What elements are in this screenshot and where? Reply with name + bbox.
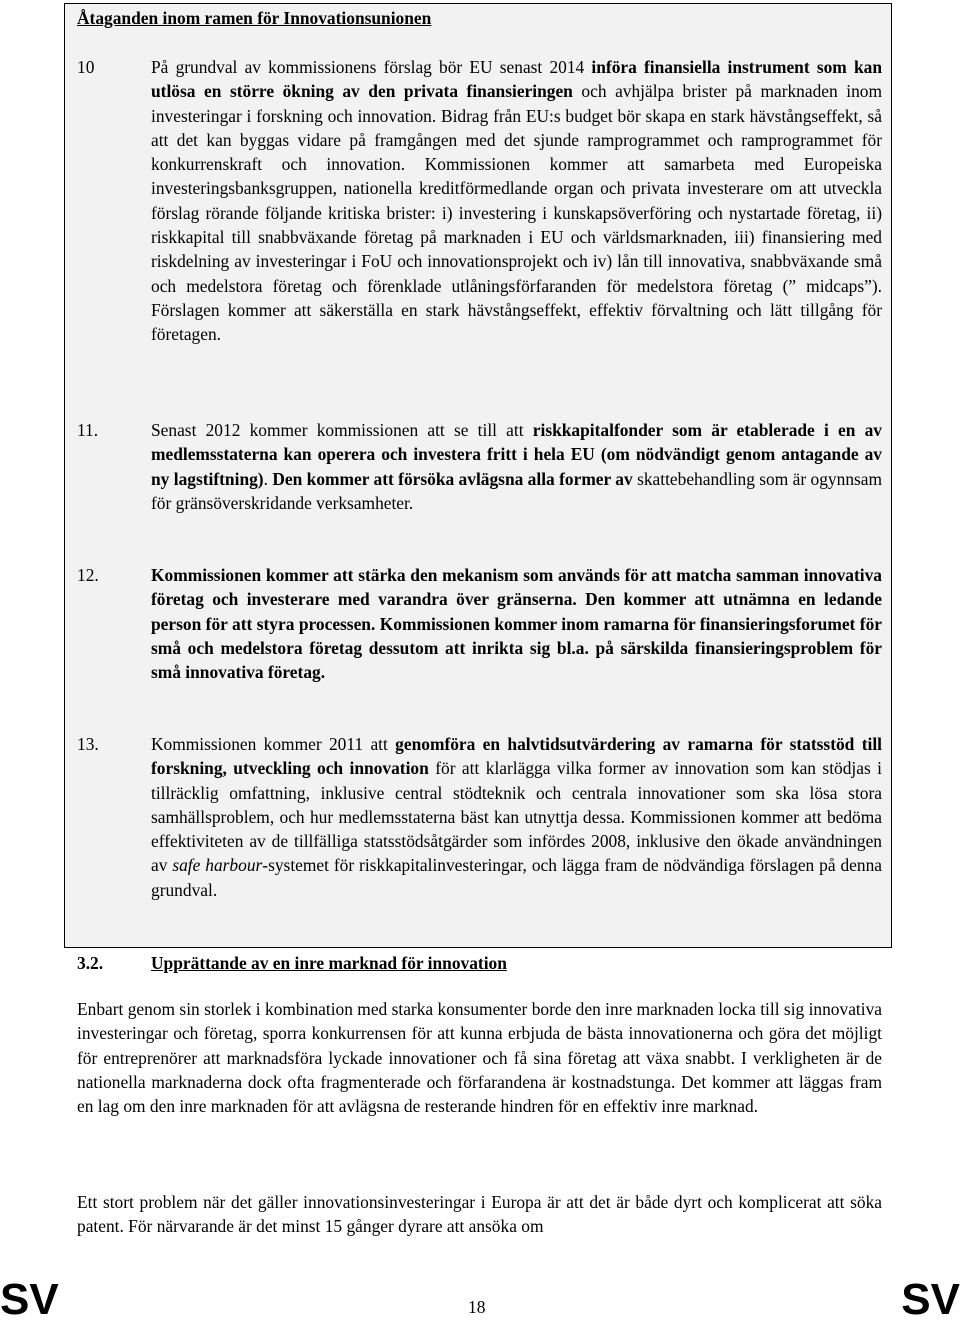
item-text bbox=[151, 418, 882, 515]
item-number: 13. bbox=[77, 734, 99, 754]
commitment-item-10 bbox=[77, 55, 882, 347]
text-segment: införa finansiella instrument som kan utlösa en större ökning av den privata finansieringen bbox=[151, 57, 883, 102]
text-segment: safe harbour bbox=[172, 855, 263, 876]
text-segment: Den kommer att försöka avlägsna alla former av bbox=[272, 468, 633, 489]
item-text bbox=[151, 732, 882, 902]
text-segment: Kommissionen kommer att stärka den mekanism som används för att matcha samman innovativa företag och investerare med varandra över gränserna. Den kommer att utnämna en ledande person för att styra processen. Kommissionen kommer inom ramarna för finansieringsforumet för små och medelstora företag dessutom att inrikta sig bl.a. på särskilda finansieringsproblem för små innovativa företag. bbox=[151, 565, 882, 683]
text-segment: genomföra en halvtidsutvärdering av ramarna för statsstöd till forskning, utveckling och innovation bbox=[151, 734, 882, 779]
body-paragraph: Enbart genom sin storlek i kombination med starka konsumenter borde den inre marknaden locka till sig innovativa investeringar och företag, sporra konkurrensen för att kunna erbjuda de bästa innovationerna och göra det möjligt för entreprenörer att marknadsföra lyckade innovationer och få sina företag att växa snabbt. I verkligheten är de nationella marknaderna dock ofta fragmenterade och förfarandena är kostnadstunga. Det kommer att läggas fram en lag om den inre marknaden för att avlägsna de resterande hindren för en effektiv inre marknad. bbox=[77, 999, 882, 1117]
item-number: 11. bbox=[77, 420, 99, 440]
text-segment: skattebehandling som är ogynnsam för gränsöverskridande verksamheter. bbox=[151, 468, 883, 513]
text-segment: Kommissionen kommer 2011 att bbox=[151, 734, 396, 754]
box-title: Åtaganden inom ramen för Innovationsunionen bbox=[77, 8, 432, 28]
item-text bbox=[151, 563, 882, 684]
item-number: 12. bbox=[77, 565, 99, 585]
text-segment: . bbox=[263, 468, 273, 489]
text-segment: och avhjälpa brister på marknaden inom investeringar i forskning och innovation. Bidrag från EU:s budget bör skapa en stark hävstångseffekt, så att det kan byggas vidare på framgången med det sjunde ramprogrammet och ramprogrammet för konkurrenskraft och innovation. Kommissionen kommer att samarbeta med Europeiska investeringsbanksgruppen, nationella kreditförmedlande organ och privata investerare om att utveckla förslag rörande följande kritiska brister: i) investering i kunskapsöverföring och nystartade företag, ii) riskkapital till snabbväxande företag på marknaden i EU och världsmarknaden, iii) finansiering med riskdelning av investeringar i FoU och innovationsprojekt och iv) lån till innovativa, snabbväxande små och medelstora företag och förenklade utlåningsförfaranden för medelstora företag (” midcaps”). Förslagen kommer att säkerställa en stark hävstångseffekt, effektiv förvaltning och lätt tillgång för företagen. bbox=[151, 81, 883, 345]
item-number: 10 bbox=[77, 57, 95, 77]
item-text bbox=[151, 55, 882, 347]
commitment-item-11 bbox=[77, 418, 882, 515]
text-segment: På grundval av kommissionens förslag bör EU senast 2014 bbox=[151, 57, 592, 77]
text-segment: riskkapitalfonder som är etablerade i en av medlemsstaterna kan operera och investera fritt i hela EU (om nödvändigt genom antagande av ny lagstiftning) bbox=[151, 420, 882, 489]
text-segment: Senast 2012 kommer kommissionen att se till att bbox=[151, 420, 533, 440]
section-number: 3.2. bbox=[77, 953, 104, 973]
commitment-item-12 bbox=[77, 563, 882, 684]
commitment-item-13 bbox=[77, 732, 882, 902]
language-code-left: SV bbox=[0, 1275, 59, 1324]
text-segment: för att klarlägga vilka former av innovation som kan stödjas i tillräcklig omfattning, inklusive central stödteknik och centrala innovationer som ska lösa stora samhällsproblem, och hur medlemsstaterna bäst kan utnyttja dessa. Kommissionen kommer att bedöma effektiviteten av de tillfälliga statsstödsåtgärder som infördes 2008, inklusive den ökade användningen av bbox=[151, 758, 883, 876]
text-segment: -systemet för riskkapitalinvesteringar, och lägga fram de nödvändiga förslagen på denna grundval. bbox=[151, 855, 883, 900]
section-heading bbox=[77, 951, 507, 975]
section-title: Upprättande av en inre marknad för innovation bbox=[151, 953, 507, 973]
body-paragraph: Ett stort problem när det gäller innovationsinvesteringar i Europa är att det är både dyrt och komplicerat att söka patent. För närvarande är det minst 15 gånger dyrare att ansöka om bbox=[77, 1192, 882, 1237]
page-number: 18 bbox=[468, 1297, 486, 1317]
language-code-right: SV bbox=[901, 1275, 960, 1324]
